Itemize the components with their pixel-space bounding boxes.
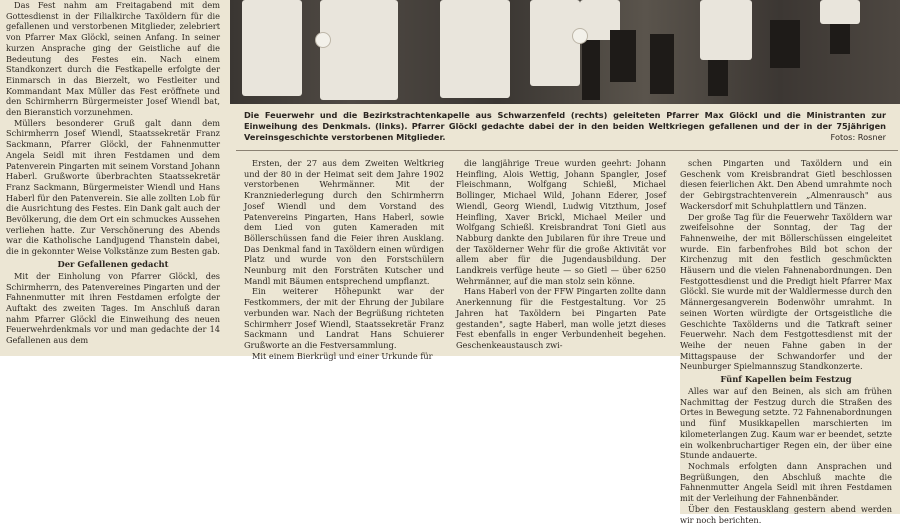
paragraph: Über den Festausklang gestern abend werden wir noch berichten.	[680, 503, 892, 525]
white-background	[0, 356, 680, 514]
article-column-2	[244, 158, 444, 361]
paragraph: Hans Haberl von der FFW Pingarten zollte dann Anerkennung für die Festgestaltung. Vor 25 Jahren hat Taxöldern bei Pingarten Pate gestanden", sagte Haberl, man wolle jetzt dieses Fest ebenfalls in enger Verbundenheit begehen. Geschenkeaustausch zwi-	[456, 286, 666, 350]
paragraph: Mit einem Bierkrügl und einer Urkunde für	[252, 350, 433, 361]
photo-legs	[770, 20, 800, 68]
punch-hole	[315, 32, 331, 48]
photo-legs	[830, 24, 850, 54]
caption-divider	[236, 150, 898, 151]
paragraph: Alles war auf den Beinen, als sich am frühen Nachmittag der Festzug durch die Straßen des Ortes in Bewegung setzte. 72 Fahnenabordnungen und fünf Musikkapellen marschierten im kilometerlangen Zug. Kaum war er beendet, setzte ein wolkenbruchartiger Regen ein, der über eine Stunde andauerte.	[680, 386, 892, 461]
photo-figure	[820, 0, 860, 24]
paragraph: Der große Tag für die Feuerwehr Taxöldern war zweifelsohne der Sonntag, der Tag der Fahnenweihe, der mit Böllerschüssen eingeleitet wurde. Ein farbenfrohes Bild bot schon der Kirchenzug mit den festlich geschmückten Häusern und die vielen Fahnenabordnungen. Den Festgottesdienst und die Predigt hielt Pfarrer Max Glöckl. Sie wurde mit der Waldlermesse durch den Männergesangverein Bodenwöhr umrahmt. In seinen Worten würdigte der Ortsgeistliche die Geschichte Taxölderns und die Tatkraft seiner Feuerwehr. Nach dem Festgottesdienst mit der Weihe der neuen Fahne gaben in der Mittagspause der Schwandorfer und der Neunburger Spielmannszug Standkonzerte.	[680, 211, 892, 372]
photo-credit: Fotos: Rosner	[830, 132, 886, 142]
article-column-3	[456, 158, 666, 352]
paragraph: Nochmals erfolgten dann Ansprachen und Begrüßungen, den Abschluß machte die Fahnenmutter Angela Seidl mit ihren Festdamen mit der Verleihung der Fahnenbänder.	[680, 460, 892, 504]
paragraph: Ein weiterer Höhepunkt war der Festkommers, der mit der Ehrung der Jubilare verbunden war. Nach der Begrüßung richteten Schirmherr Josef Wiendl, Staatssekretär Franz Sackmann und Landrat Hans Schuierer Grußworte an die Festversammlung.	[244, 286, 444, 350]
article-column-4	[680, 158, 892, 525]
subheading: Der Gefallenen gedacht	[57, 258, 169, 269]
punch-hole	[572, 28, 588, 44]
paragraph: Das Fest nahm am Freitagabend mit dem Gottesdienst in der Filialkirche Taxöldern für die gefallenen und verstorbenen Mitglieder, zelebriert von Pfarrer Max Glöckl, seinen Anfang. In seiner kurzen Ansprache ging der Geistliche auf die Bedeutung des Festes ein. Nach einem Standkonzert durch die Festkapelle erfolgte der Einmarsch in das Bierzelt, wo Festleiter und Kommandant Max Müller das Fest eröffnete und den Schirmherrn Bürgermeister Josef Wiendl bat, den Bieranstich vorzunehmen.	[6, 0, 220, 118]
caption-text: Die Feuerwehr und die Bezirkstrachtenkapelle aus Schwarzenfeld (rechts) geleiteten Pfarrer Max Glöckl und die Ministranten zur Einweihung des Denkmals. (links). Pfarrer Glöckl gedachte dabei der in den beiden Weltkriegen gefallenen und der in der 75jährigen Vereinsgeschichte verstorbenen Mitglieder.	[244, 110, 886, 142]
photo-caption	[244, 110, 886, 143]
paragraph: schen Pingarten und Taxöldern und ein Geschenk vom Kreisbrandrat Gietl beschlossen diesen feierlichen Akt. Den Abend umrahmte noch der Gebirgstrachtenverein „Almenrausch" aus Wackersdorf mit Schuhplattlern und Tänzen.	[680, 158, 892, 211]
paragraph: Müllers besonderer Gruß galt dann dem Schirmherrn Josef Wiendl, Staatssekretär Franz Sackmann, Pfarrer Glöckl, der Fahnenmutter Angela Seidl mit ihren Festdamen und dem Patenverein Pingarten mit seinem Vorstand Johann Haberl. Grußworte überbrachten Staatssekretär Franz Sackmann, Bürgermeister Wiendl und Hans Haberl für den Patenverein. Sie alle zollten Lob für die Ausrichtung des Festes. Ein Dank galt auch der Bevölkerung, die dem Ort ein schmuckes Aussehen verliehen hatte. Zur Verschönerung des Abends war die Katholische Landjugend Thanstein dabei, die in gekonnter Weise Volkstänze zum Besten gab.	[6, 117, 220, 257]
article-column-1	[6, 0, 220, 352]
paragraph: die langjährige Treue wurden geehrt: Johann Heinfling, Alois Wettig, Johann Spangler, Josef Fleischmann, Wolfgang Schießl, Michael Bollinger, Michael Wild, Johann Ederer, Josef Wiendl, Georg Wiendl, Ludwig Vitzthum, Josef Heinfling, Xaver Brickl, Michael Meiler und Wolfgang Schießl. Kreisbrandrat Toni Gietl aus Nabburg dankte den Jubilaren für ihre Treue und der Taxölderner Wehr für die große Aktivität vor allem aber für die Jugendausbildung. Der Landkreis verfüge heute — so Gietl — über 6250 Wehrmänner, auf die man stolz sein könne.	[456, 158, 666, 286]
photo-figure	[440, 0, 510, 98]
photo-legs	[708, 60, 728, 96]
photo-legs	[582, 40, 600, 100]
paragraph: Ersten, der 27 aus dem Zweiten Weltkrieg und der 80 in der Heimat seit dem Jahre 1902 verstorbenen Wehrmänner. Mit der Kranzniederlegung durch den Schirmherrn Josef Wiendl und dem Vorstand des Patenvereins Pingarten, Hans Haberl, sowie dem Lied von guten Kameraden mit Böllerschüssen fand die Feier ihren Ausklang. Das Denkmal fand in Taxöldern einen würdigen Platz und wurde von den Forstschülern Neunburg mit den Forsträten Kutscher und Mandl mit Bäumen entsprechend umpflanzt.	[244, 158, 444, 286]
paragraph: Mit der Einholung von Pfarrer Glöckl, des Schirmherrn, des Patenvereines Pingarten und der Fahnenmutter mit ihren Festdamen erfolgte der Auftakt des zweiten Tages. Im Anschluß daran nahm Pfarrer Glöckl die Einweihung des neuen Feuerwehrdenkmals vor und man gedachte der 14 Gefallenen aus dem	[6, 270, 220, 346]
photo-figure	[700, 0, 752, 60]
photo-figure	[530, 0, 580, 86]
photo-procession	[230, 0, 900, 104]
photo-legs	[610, 30, 636, 82]
photo-figure	[242, 0, 302, 96]
photo-figure	[320, 0, 398, 100]
photo-legs	[650, 34, 674, 94]
subheading: Fünf Kapellen beim Festzug	[720, 374, 852, 385]
